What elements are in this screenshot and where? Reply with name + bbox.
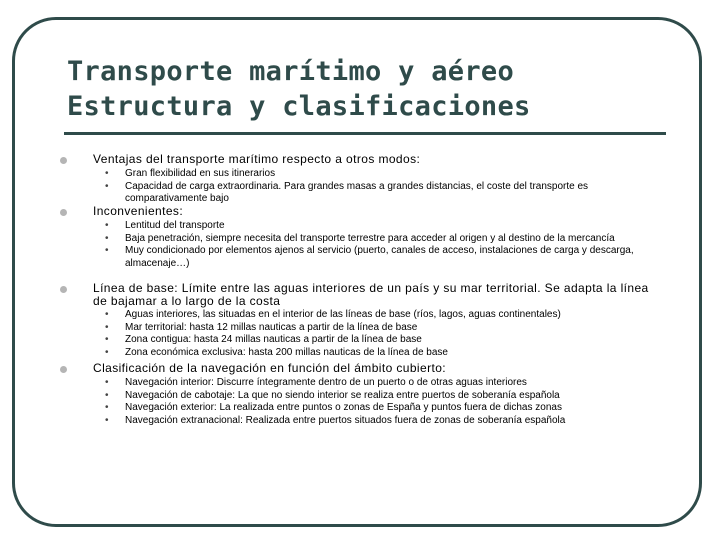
bullet-icon bbox=[60, 366, 67, 373]
sub-list-inconvenientes bbox=[105, 220, 640, 270]
sub-list-item: • Zona contigua: hasta 24 millas nauticas a partir de la línea de base bbox=[105, 334, 422, 345]
sub-list-item: • Baja penetración, siempre necesita del transporte terrestre para acceder al origen y al destino de la mercancía bbox=[105, 232, 615, 244]
title-line-2: Estructura y clasificaciones bbox=[67, 91, 531, 122]
sub-bullet-icon: • bbox=[105, 245, 109, 256]
sub-bullet-icon: • bbox=[105, 377, 109, 388]
sub-bullet-icon: • bbox=[105, 309, 109, 320]
list-item-clasificacion: Clasificación de la navegación en función del ámbito cubierto: bbox=[93, 361, 447, 375]
sub-bullet-icon: • bbox=[105, 334, 109, 345]
sub-list-item: • Mar territorial: hasta 12 millas nauticas a partir de la línea de base bbox=[105, 321, 418, 333]
bullet-icon bbox=[60, 286, 67, 293]
sub-list-item: • Navegación de cabotaje: La que no siendo interior se realiza entre puertos de soberanía española bbox=[105, 389, 560, 401]
sub-list-item: • Zona económica exclusiva: hasta 200 millas nauticas de la línea de base bbox=[105, 346, 448, 358]
sub-bullet-icon: • bbox=[105, 232, 109, 244]
sub-list-item: • Gran flexibilidad en sus itinerarios bbox=[105, 168, 276, 179]
sub-list-item: • Navegación extranacional: Realizada entre puertos situados fuera de zonas de soberanía española bbox=[105, 414, 566, 426]
sub-bullet-icon: • bbox=[105, 321, 109, 333]
sub-bullet-icon: • bbox=[105, 168, 109, 179]
bullet-icon bbox=[60, 157, 67, 164]
sub-bullet-icon: • bbox=[105, 414, 109, 426]
sub-bullet-icon: • bbox=[105, 346, 109, 358]
sub-bullet-icon: • bbox=[105, 220, 109, 231]
sub-list-ventajas bbox=[105, 168, 640, 206]
sub-list-item: • Navegación exterior: La realizada entre puntos o zonas de España y puntos fuera de dichas zonas bbox=[105, 402, 562, 413]
bullet-icon bbox=[60, 209, 67, 216]
sub-list-item: • Lentitud del transporte bbox=[105, 220, 225, 231]
sub-list-item: • Capacidad de carga extraordinaria. Para grandes masas a grandes distancias, el coste del transporte es comparativamente bajo bbox=[105, 180, 589, 204]
sub-bullet-icon: • bbox=[105, 389, 109, 401]
title-line-1: Transporte marítimo y aéreo bbox=[67, 56, 514, 87]
sub-list-clasificacion bbox=[105, 377, 640, 427]
sub-list-item: • Navegación interior: Discurre íntegramente dentro de un puerto o de otras aguas interiores bbox=[105, 377, 527, 388]
list-item-inconvenientes: Inconvenientes: bbox=[93, 204, 184, 218]
list-item-ventajas: Ventajas del transporte marítimo respecto a otros modos: bbox=[93, 152, 421, 166]
sub-list-item: • Aguas interiores, las situadas en el interior de las líneas de base (ríos, lagos, aguas continentales) bbox=[105, 309, 561, 320]
list-item-linea-de-base: Línea de base: Límite entre las aguas interiores de un país y su mar territorial. Se adapta la línea de bajamar a lo largo de la costa bbox=[93, 281, 649, 308]
sub-bullet-icon: • bbox=[105, 402, 109, 413]
sub-list-item: • Muy condicionado por elementos ajenos al servicio (puerto, canales de acceso, instalaciones de carga y descarga, almacenaje…) bbox=[105, 245, 634, 269]
sub-bullet-icon: • bbox=[105, 180, 109, 192]
sub-list-linea-de-base bbox=[105, 309, 640, 359]
